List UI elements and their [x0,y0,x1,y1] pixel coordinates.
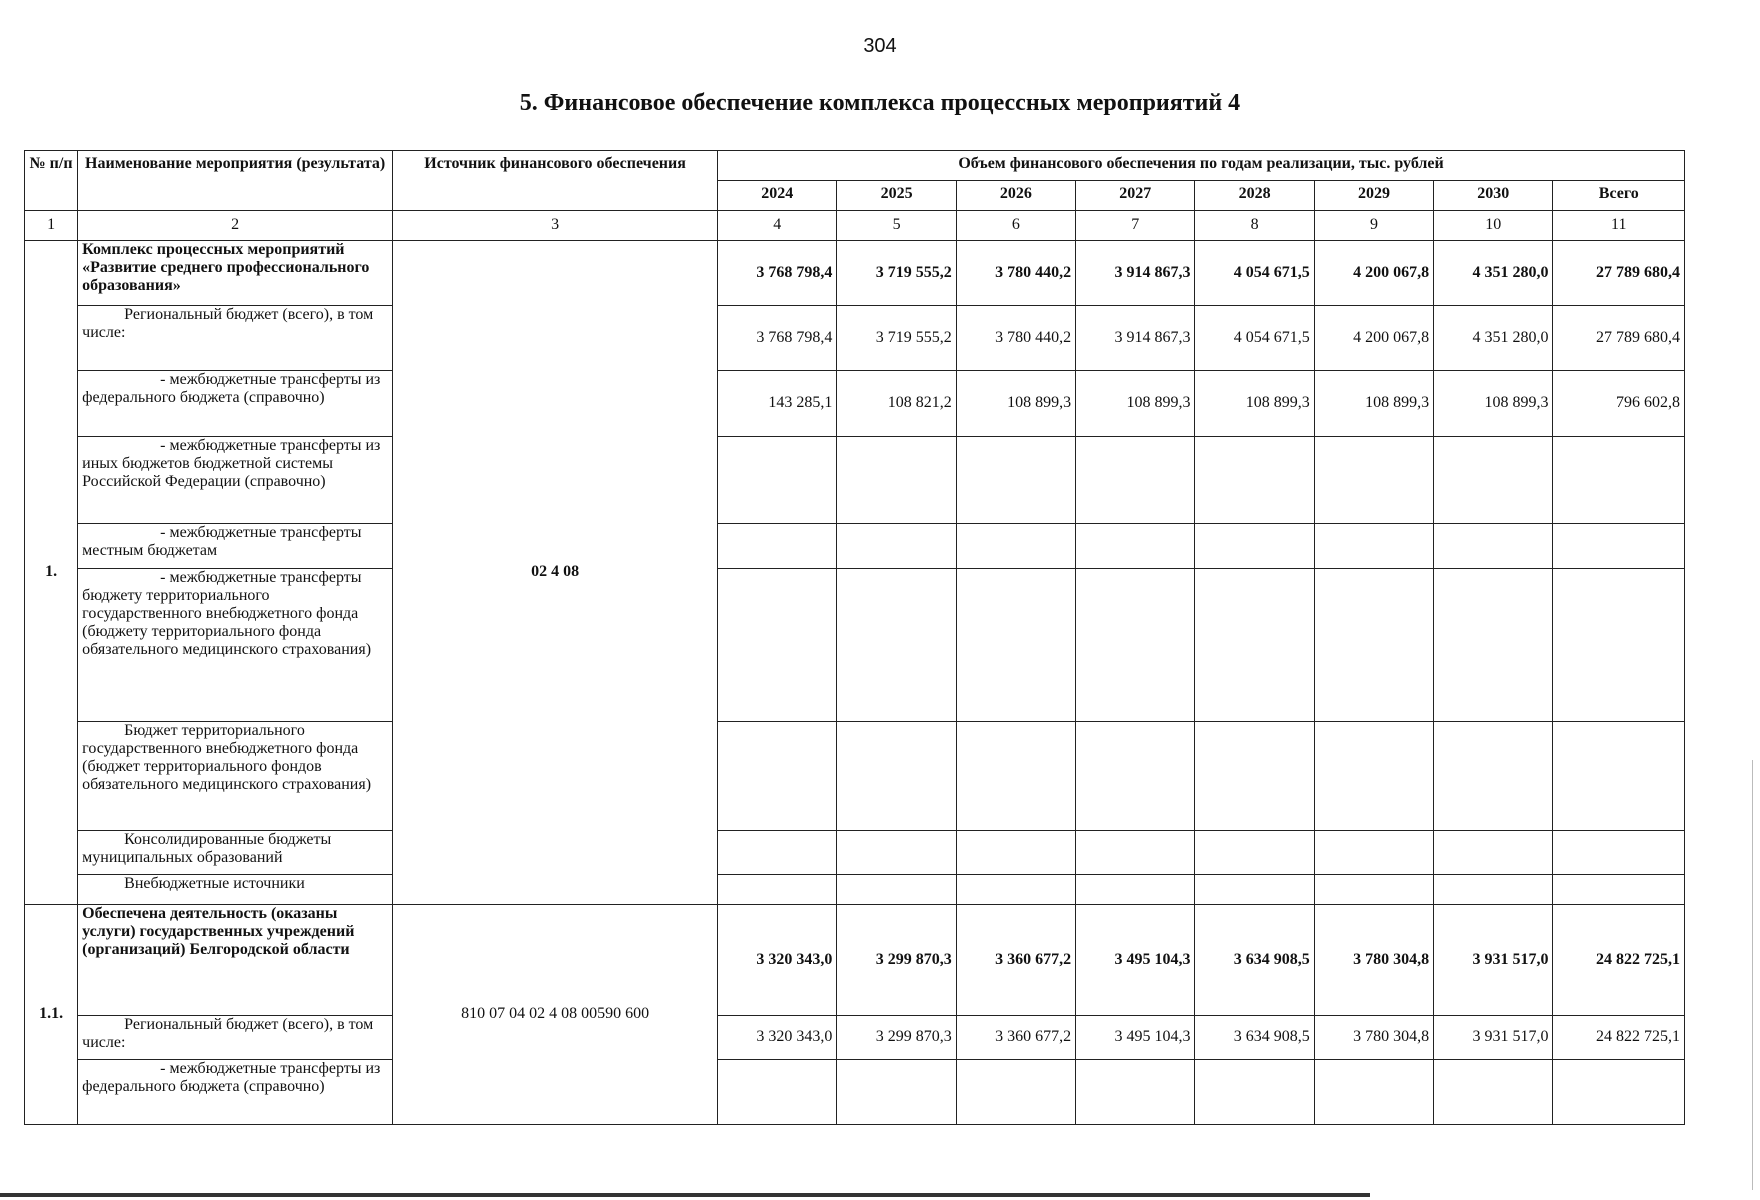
table-row [25,241,1685,306]
value-cell: 108 899,3 [1314,371,1433,437]
column-number: 5 [837,211,956,241]
value-cell [718,437,837,524]
column-number: 4 [718,211,837,241]
header-year: 2026 [956,181,1075,211]
header-row-1 [25,151,1685,181]
row-label: - межбюджетные трансферты из иных бюджетов бюджетной системы Российской Федерации (справочно) [78,437,393,524]
header-year: 2029 [1314,181,1433,211]
value-cell: 3 719 555,2 [837,241,956,306]
value-cell [1195,722,1314,831]
value-cell: 3 634 908,5 [1195,1016,1314,1060]
value-cell [718,831,837,875]
value-cell [1195,524,1314,569]
row-label: - межбюджетные трансферты из федерального бюджета (справочно) [78,1060,393,1125]
value-cell: 3 360 677,2 [956,1016,1075,1060]
header-year: 2024 [718,181,837,211]
value-cell: 4 351 280,0 [1434,241,1553,306]
value-cell: 3 780 304,8 [1314,905,1433,1016]
value-cell [1076,1060,1195,1125]
value-cell [1434,569,1553,722]
value-cell: 3 719 555,2 [837,306,956,371]
section-number: 1. [25,241,78,905]
header-source: Источник финансового обеспечения [393,151,718,211]
value-cell: 24 822 725,1 [1553,905,1685,1016]
header-name: Наименование мероприятия (результата) [78,151,393,211]
row-label: - межбюджетные трансферты местным бюджетам [78,524,393,569]
value-cell [718,722,837,831]
funding-source-code: 810 07 04 02 4 08 00590 600 [393,905,718,1125]
header-year: 2025 [837,181,956,211]
column-number: 9 [1314,211,1433,241]
value-cell: 143 285,1 [718,371,837,437]
value-cell [956,831,1075,875]
value-cell [1553,569,1685,722]
value-cell [837,569,956,722]
page-title: 5. Финансовое обеспечение комплекса процессных мероприятий 4 [519,90,1241,116]
value-cell: 3 768 798,4 [718,306,837,371]
column-number: 7 [1076,211,1195,241]
table-row [25,437,1685,524]
header-volume: Объем финансового обеспечения по годам реализации, тыс. рублей [718,151,1685,181]
value-cell [1314,722,1433,831]
value-cell [1314,875,1433,905]
value-cell [1314,569,1433,722]
value-cell [718,524,837,569]
value-cell: 108 899,3 [1195,371,1314,437]
value-cell [956,1060,1075,1125]
value-cell: 3 495 104,3 [1076,905,1195,1016]
row-label: - межбюджетные трансферты бюджету территориального государственного внебюджетного фонда (бюджету территориального фонда обязательного медицинского страхования) [78,569,393,722]
value-cell: 3 320 343,0 [718,1016,837,1060]
value-cell [1553,524,1685,569]
value-cell [1553,437,1685,524]
value-cell [1434,437,1553,524]
value-cell [1314,437,1433,524]
value-cell [1434,722,1553,831]
column-number-row [25,211,1685,241]
table-row [25,875,1685,905]
value-cell [1076,831,1195,875]
column-number: 11 [1553,211,1685,241]
column-number: 6 [956,211,1075,241]
table-row [25,524,1685,569]
value-cell [1434,831,1553,875]
row-label: Обеспечена деятельность (оказаны услуги) государственных учреждений (организаций) Белгородской области [78,905,393,1016]
value-cell: 108 899,3 [1076,371,1195,437]
value-cell: 3 320 343,0 [718,905,837,1016]
page-number: 304 [863,35,897,57]
row-label: Региональный бюджет (всего), в том числе: [78,306,393,371]
value-cell [1314,831,1433,875]
table-row [25,722,1685,831]
value-cell [1434,524,1553,569]
value-cell: 27 789 680,4 [1553,241,1685,306]
header-year: 2030 [1434,181,1553,211]
table-row [25,1060,1685,1125]
header-year: 2028 [1195,181,1314,211]
value-cell: 3 931 517,0 [1434,905,1553,1016]
value-cell: 27 789 680,4 [1553,306,1685,371]
value-cell [718,875,837,905]
value-cell [837,437,956,524]
value-cell [956,437,1075,524]
value-cell [837,1060,956,1125]
row-label: Внебюджетные источники [78,875,393,905]
value-cell [1076,722,1195,831]
value-cell: 4 054 671,5 [1195,306,1314,371]
header-year: 2027 [1076,181,1195,211]
table-row [25,569,1685,722]
value-cell: 3 780 304,8 [1314,1016,1433,1060]
value-cell [1076,524,1195,569]
value-cell: 3 299 870,3 [837,905,956,1016]
value-cell [1553,875,1685,905]
row-label: Региональный бюджет (всего), в том числе: [78,1016,393,1060]
column-number: 10 [1434,211,1553,241]
value-cell: 108 899,3 [956,371,1075,437]
value-cell: 3 299 870,3 [837,1016,956,1060]
value-cell [956,569,1075,722]
column-number: 2 [78,211,393,241]
value-cell [1195,437,1314,524]
row-label: Комплекс процессных мероприятий «Развитие среднего профессионального образования» [78,241,393,306]
value-cell [837,831,956,875]
value-cell: 4 200 067,8 [1314,241,1433,306]
value-cell [1076,569,1195,722]
value-cell [1195,569,1314,722]
row-label: Бюджет территориального государственного внебюджетного фонда (бюджет территориального фондов обязательного медицинского страхования) [78,722,393,831]
value-cell [837,722,956,831]
table-row [25,831,1685,875]
row-label: Консолидированные бюджеты муниципальных образований [78,831,393,875]
value-cell [956,722,1075,831]
value-cell [1553,722,1685,831]
section-number: 1.1. [25,905,78,1125]
value-cell [1314,1060,1433,1125]
row-label: - межбюджетные трансферты из федерального бюджета (справочно) [78,371,393,437]
value-cell: 24 822 725,1 [1553,1016,1685,1060]
value-cell: 3 780 440,2 [956,306,1075,371]
value-cell [837,875,956,905]
value-cell [1076,875,1195,905]
value-cell: 3 780 440,2 [956,241,1075,306]
value-cell: 3 931 517,0 [1434,1016,1553,1060]
value-cell: 3 634 908,5 [1195,905,1314,1016]
value-cell [1195,1060,1314,1125]
value-cell: 108 821,2 [837,371,956,437]
scan-bottom-line [0,1193,1370,1197]
column-number: 1 [25,211,78,241]
scan-right-edge [1752,760,1753,1190]
table-row [25,905,1685,1016]
value-cell [1195,831,1314,875]
value-cell [1434,1060,1553,1125]
column-number: 3 [393,211,718,241]
column-number: 8 [1195,211,1314,241]
value-cell: 4 054 671,5 [1195,241,1314,306]
value-cell [1434,875,1553,905]
value-cell [1076,437,1195,524]
value-cell: 796 602,8 [1553,371,1685,437]
value-cell [718,1060,837,1125]
table-row [25,306,1685,371]
value-cell [837,524,956,569]
table-row [25,1016,1685,1060]
header-total: Всего [1553,181,1685,211]
value-cell: 108 899,3 [1434,371,1553,437]
table-row [25,371,1685,437]
value-cell: 3 768 798,4 [718,241,837,306]
value-cell [718,569,837,722]
value-cell: 3 914 867,3 [1076,241,1195,306]
value-cell: 4 200 067,8 [1314,306,1433,371]
value-cell [1553,1060,1685,1125]
value-cell: 4 351 280,0 [1434,306,1553,371]
value-cell [956,524,1075,569]
value-cell: 3 914 867,3 [1076,306,1195,371]
financing-table [24,150,1685,1125]
value-cell [1195,875,1314,905]
funding-source-code: 02 4 08 [393,241,718,905]
value-cell [956,875,1075,905]
header-num: № п/п [25,151,78,211]
value-cell [1553,831,1685,875]
value-cell: 3 495 104,3 [1076,1016,1195,1060]
value-cell: 3 360 677,2 [956,905,1075,1016]
value-cell [1314,524,1433,569]
